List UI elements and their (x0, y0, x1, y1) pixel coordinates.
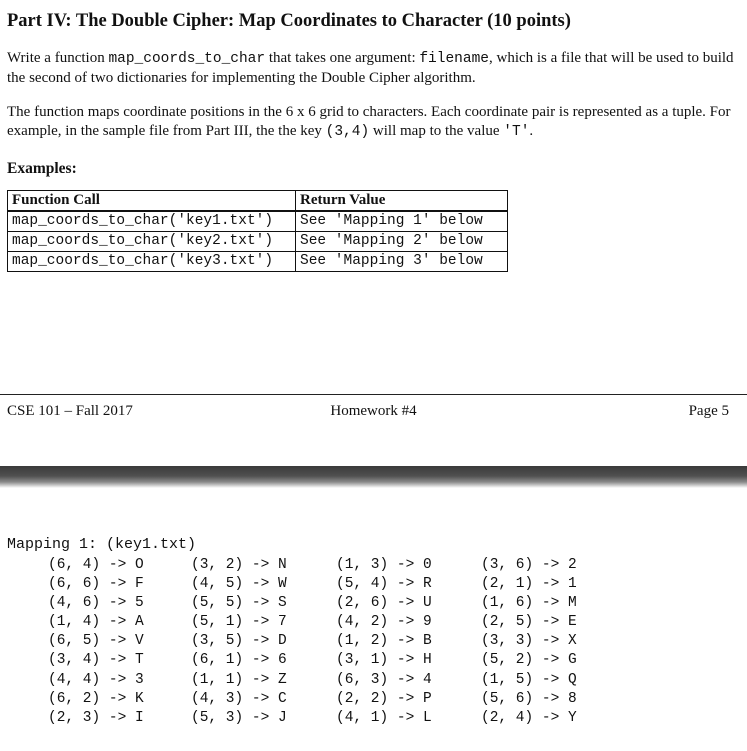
description-text-1: The function maps coordinate positions in the 6 x 6 grid to characters. Each coordinate pair is represented as a tuple. For example, in the sample file from Part III, the the key (7, 104, 731, 139)
table-row (8, 252, 508, 272)
page-separator (0, 466, 747, 488)
mapping-entry: (5, 1) -> 7 (191, 614, 287, 631)
mapping-entry: (2, 5) -> E (481, 614, 577, 631)
mapping-entry: (6, 2) -> K (48, 690, 144, 707)
mapping-entry: (2, 1) -> 1 (481, 576, 577, 593)
intro-paragraph (7, 49, 735, 88)
mapping-column-3 (336, 556, 432, 728)
header-return-value: Return Value (296, 191, 508, 212)
footer-course: CSE 101 – Fall 2017 (7, 403, 133, 419)
table-row (8, 232, 508, 252)
mapping-entry: (3, 1) -> H (336, 652, 432, 669)
return-value-cell: See 'Mapping 3' below (296, 252, 508, 272)
footer-homework: Homework #4 (330, 403, 417, 419)
mapping-entry: (1, 6) -> M (481, 595, 577, 612)
examples-table (7, 190, 508, 272)
intro-text-1: Write a function (7, 50, 109, 66)
return-value-cell: See 'Mapping 2' below (296, 232, 508, 252)
function-call-cell: map_coords_to_char('key1.txt') (8, 211, 296, 232)
mapping-entry: (2, 4) -> Y (481, 709, 577, 726)
footer-page-number: Page 5 (688, 403, 729, 419)
mapping-entry: (3, 4) -> T (48, 652, 144, 669)
description-paragraph (7, 103, 735, 142)
mapping-entry: (4, 4) -> 3 (48, 671, 144, 688)
function-name: map_coords_to_char (108, 51, 266, 67)
mapping-entry: (6, 5) -> V (48, 633, 144, 650)
table-header-row (8, 191, 508, 212)
mapping-entry: (4, 6) -> 5 (48, 595, 144, 612)
mapping-entry: (2, 3) -> I (48, 709, 144, 726)
function-call-cell: map_coords_to_char('key2.txt') (8, 232, 296, 252)
mapping-entry: (3, 5) -> D (191, 633, 287, 650)
mapping-entry: (4, 3) -> C (191, 690, 287, 707)
mapping-entry: (5, 2) -> G (481, 652, 577, 669)
mapping-entry: (5, 5) -> S (191, 595, 287, 612)
header-function-call: Function Call (8, 191, 296, 212)
mapping-entry: (1, 3) -> 0 (336, 557, 432, 573)
mapping-entry: (4, 2) -> 9 (336, 614, 432, 631)
mapping-entry: (4, 5) -> W (191, 576, 287, 593)
description-text-2: will map to the value (369, 123, 504, 139)
mapping-entry: (6, 3) -> 4 (336, 671, 432, 688)
mapping-entry: (4, 1) -> L (336, 709, 432, 726)
examples-label: Examples: (7, 160, 77, 177)
key-example: (3,4) (325, 124, 370, 140)
mapping-entry: (5, 4) -> R (336, 576, 432, 593)
mapping-column-1 (48, 556, 144, 728)
mapping-title: Mapping 1: (key1.txt) (7, 536, 197, 553)
mapping-column-4 (481, 556, 577, 728)
mapping-entry: (5, 6) -> 8 (481, 690, 577, 707)
mapping-entry: (1, 5) -> Q (481, 671, 577, 688)
mapping-entry: (6, 4) -> O (48, 557, 144, 573)
mapping-entry: (2, 2) -> P (336, 690, 432, 707)
argument-name: filename (419, 51, 489, 67)
value-example: 'T' (503, 124, 530, 140)
intro-text-3: , which is a file that will be used to build the second of two dictionaries for implementing the Double Cipher algorithm. (7, 50, 734, 86)
mapping-entry: (3, 3) -> X (481, 633, 577, 650)
mapping-entry: (1, 1) -> Z (191, 671, 287, 688)
mapping-entry: (1, 2) -> B (336, 633, 432, 650)
mapping-entry: (3, 6) -> 2 (481, 557, 577, 573)
mapping-entry: (1, 4) -> A (48, 614, 144, 631)
mapping-entry: (3, 2) -> N (191, 557, 287, 573)
function-call-cell: map_coords_to_char('key3.txt') (8, 252, 296, 272)
description-text-3: . (529, 123, 534, 139)
mapping-entry: (2, 6) -> U (336, 595, 432, 612)
section-heading: Part IV: The Double Cipher: Map Coordinates to Character (10 points) (7, 11, 571, 31)
mapping-entry: (6, 6) -> F (48, 576, 144, 593)
page-footer (0, 394, 747, 425)
intro-text-2: that takes one argument: (265, 50, 420, 66)
table-row (8, 211, 508, 232)
mapping-entry: (6, 1) -> 6 (191, 652, 287, 669)
mapping-entry: (5, 3) -> J (191, 709, 287, 726)
mapping-column-2 (191, 556, 287, 728)
return-value-cell: See 'Mapping 1' below (296, 211, 508, 232)
